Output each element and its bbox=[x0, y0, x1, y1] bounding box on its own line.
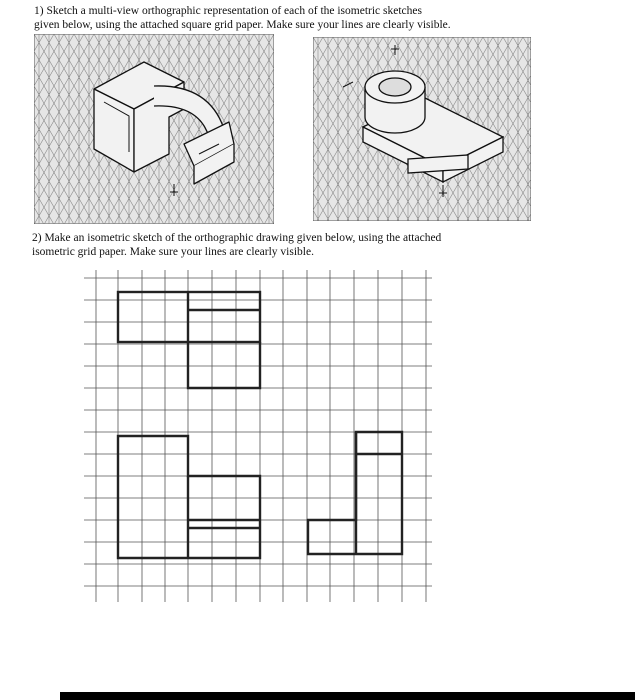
question-1 bbox=[34, 4, 451, 32]
isometric-sketch-right bbox=[313, 37, 531, 221]
question-2 bbox=[32, 231, 441, 259]
question-2-line-1: 2) Make an isometric sketch of the orthographic drawing given below, using the attached bbox=[32, 232, 442, 244]
side-view bbox=[308, 432, 402, 554]
question-2-line-2: isometric grid paper. Make sure your lines are clearly visible. bbox=[32, 246, 314, 258]
question-1-line-1: 1) Sketch a multi-view orthographic representation of each of the isometric sketches bbox=[34, 5, 422, 17]
top-view bbox=[118, 292, 260, 388]
bottom-bar bbox=[60, 692, 635, 700]
question-1-line-2: given below, using the attached square grid paper. Make sure your lines are clearly visible. bbox=[34, 19, 451, 31]
isometric-sketch-left bbox=[34, 34, 274, 224]
orthographic-drawing bbox=[84, 270, 434, 605]
